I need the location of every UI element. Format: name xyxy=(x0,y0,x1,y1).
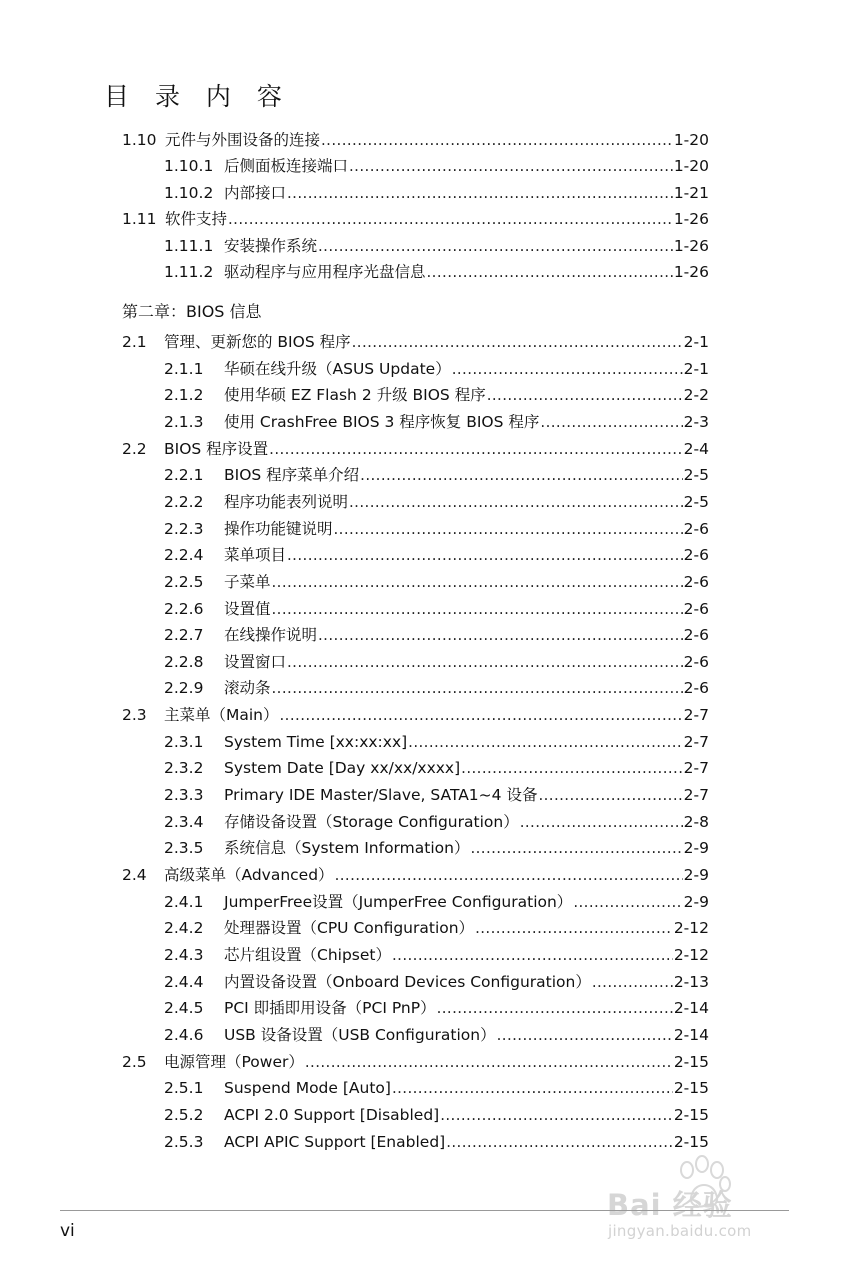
toc-entry-title: 设置值 xyxy=(224,599,271,618)
toc-entry-number: 2.3.5 xyxy=(164,839,204,858)
toc-leader-dots xyxy=(440,1104,673,1126)
toc-entry-title: 芯片组设置（Chipset） xyxy=(224,945,391,964)
toc-entry xyxy=(164,887,709,913)
toc-entry xyxy=(164,967,709,993)
toc-entry-number: 2.2.8 xyxy=(164,652,204,671)
toc-entry-number: 2.2.5 xyxy=(164,572,204,591)
toc-entry-page: 2-13 xyxy=(673,972,709,991)
toc-leader-dots xyxy=(592,971,673,993)
toc-entry-page: 2-6 xyxy=(683,652,709,671)
toc-entry-page: 1-26 xyxy=(673,210,709,229)
toc-entry-title: BIOS 程序设置 xyxy=(164,439,269,458)
toc-entry-title: 内置设备设置（Onboard Devices Configuration） xyxy=(224,972,591,991)
toc-entry-number: 2.2.6 xyxy=(164,599,204,618)
toc-entry xyxy=(164,567,709,593)
toc-leader-dots xyxy=(520,811,683,833)
toc-leader-dots xyxy=(287,544,683,566)
toc-entry-number: 2.4.2 xyxy=(164,919,204,938)
toc-entry-number: 2.3.3 xyxy=(164,786,204,805)
toc-entry-number: 1.11 xyxy=(122,210,157,229)
toc-entry-number: 1.10 xyxy=(122,131,157,149)
toc-entry-number: 2.2.7 xyxy=(164,626,204,645)
toc-entry-number: 2.4.1 xyxy=(164,892,204,911)
toc-entry-page: 1-20 xyxy=(673,131,709,149)
toc-entry xyxy=(164,1100,709,1126)
page-title: 目 录 内 容 xyxy=(104,82,291,111)
toc-entry-title: 设置窗口 xyxy=(224,652,287,671)
toc-leader-dots xyxy=(437,997,673,1019)
toc-entry-page: 2-7 xyxy=(683,759,709,778)
toc-entry-page: 1-20 xyxy=(673,157,709,176)
toc-leader-dots xyxy=(334,518,683,540)
toc-entry xyxy=(164,178,709,204)
toc-entry-title: 管理、更新您的 BIOS 程序 xyxy=(164,333,351,351)
toc-entry xyxy=(164,460,709,486)
toc-entry-number: 2.4.5 xyxy=(164,999,204,1018)
toc-entry-page: 2-5 xyxy=(683,492,709,511)
toc-entry-number: 2.5.2 xyxy=(164,1105,204,1124)
toc-entry-page: 2-12 xyxy=(673,919,709,938)
toc-entry-number: 2.1.2 xyxy=(164,386,204,405)
toc-entry-title: 驱动程序与应用程序光盘信息 xyxy=(224,263,426,281)
toc-entry-page: 2-7 xyxy=(683,732,709,751)
toc-entry-title: 使用 CrashFree BIOS 3 程序恢复 BIOS 程序 xyxy=(224,412,540,431)
watermark-brand: Bai 经验 xyxy=(607,1188,733,1222)
toc-leader-dots xyxy=(452,358,683,380)
toc-entry-page: 2-6 xyxy=(683,679,709,698)
toc-entry-title: 华硕在线升级（ASUS Update） xyxy=(224,359,451,378)
toc-entry-number: 2.2.2 xyxy=(164,492,204,511)
toc-leader-dots xyxy=(280,704,683,726)
toc-entry-title: 菜单项目 xyxy=(224,546,287,565)
toc-entry xyxy=(164,380,709,406)
toc-leader-dots xyxy=(349,155,673,177)
toc-entry-page: 2-1 xyxy=(683,333,709,351)
toc-entry-number: 2.2.9 xyxy=(164,679,204,698)
toc-entry-title: Suspend Mode [Auto] xyxy=(224,1079,391,1098)
toc-entry-page: 2-14 xyxy=(673,1025,709,1044)
toc-entry-page: 2-2 xyxy=(683,386,709,405)
toc-leader-dots xyxy=(392,944,673,966)
toc-leader-dots xyxy=(228,208,673,230)
toc-entry-page: 2-6 xyxy=(683,546,709,565)
toc-entry-number: 2.5 xyxy=(122,1052,147,1071)
toc-entry xyxy=(164,257,709,283)
toc-entry xyxy=(164,407,709,433)
toc-entry-title: 操作功能键说明 xyxy=(224,519,333,538)
toc-entry-page: 2-9 xyxy=(683,866,709,884)
toc-leader-dots xyxy=(349,491,683,513)
toc-leader-dots xyxy=(287,651,683,673)
toc-entry-title: ACPI 2.0 Support [Disabled] xyxy=(224,1105,440,1124)
toc-leader-dots xyxy=(487,384,683,406)
toc-entry-title: Primary IDE Master/Slave, SATA1~4 设备 xyxy=(224,786,538,805)
toc-entry xyxy=(164,1073,709,1099)
toc-leader-dots xyxy=(427,261,673,283)
toc-leader-dots xyxy=(318,235,673,257)
toc-entry xyxy=(164,780,709,806)
toc-entry xyxy=(122,1047,709,1073)
toc-entry-number: 2.5.3 xyxy=(164,1132,204,1151)
toc-entry-title: 内部接口 xyxy=(224,183,287,202)
toc-leader-dots xyxy=(335,864,683,886)
toc-entry xyxy=(164,727,709,753)
toc-entry xyxy=(122,327,709,353)
toc-entry xyxy=(122,434,709,460)
toc-entry-number: 1.11.2 xyxy=(164,263,214,281)
toc-leader-dots xyxy=(360,464,683,486)
toc-entry xyxy=(164,487,709,513)
toc-entry-number: 2.2.1 xyxy=(164,466,204,485)
toc-entry-title: 处理器设置（CPU Configuration） xyxy=(224,919,475,938)
toc-leader-dots xyxy=(573,891,682,913)
toc-entry-number: 2.2.4 xyxy=(164,546,204,565)
toc-entry-title: 使用华硕 EZ Flash 2 升级 BIOS 程序 xyxy=(224,386,486,405)
toc-leader-dots xyxy=(318,624,683,646)
toc-entry-number: 2.4.6 xyxy=(164,1025,204,1044)
toc-entry-page: 2-7 xyxy=(683,786,709,805)
toc-entry xyxy=(164,1020,709,1046)
toc-entry-number: 1.10.1 xyxy=(164,157,214,176)
toc-leader-dots xyxy=(470,837,682,859)
toc-entry xyxy=(164,620,709,646)
toc-leader-dots xyxy=(461,757,683,779)
toc-entry-page: 2-9 xyxy=(683,892,709,911)
toc-entry-page: 2-15 xyxy=(673,1079,709,1098)
toc-entry-number: 2.3.4 xyxy=(164,812,204,831)
toc-entry xyxy=(164,354,709,380)
toc-entry xyxy=(122,125,709,151)
toc-entry-title: 高级菜单（Advanced） xyxy=(164,866,334,884)
toc-entry-number: 2.5.1 xyxy=(164,1079,204,1098)
toc-entry xyxy=(164,647,709,673)
toc-leader-dots xyxy=(497,1024,673,1046)
toc-entry-title: 后侧面板连接端口 xyxy=(224,157,349,176)
toc-entry-number: 1.10.2 xyxy=(164,183,214,202)
toc-entry-number: 2.4.4 xyxy=(164,972,204,991)
toc-entry-title: 程序功能表列说明 xyxy=(224,492,349,511)
toc-entry-page: 2-6 xyxy=(683,572,709,591)
toc-entry xyxy=(122,860,709,886)
toc-leader-dots xyxy=(287,182,673,204)
toc-entry-title: JumperFree设置（JumperFree Configuration） xyxy=(224,892,573,911)
toc-entry-title: BIOS 程序菜单介绍 xyxy=(224,466,360,485)
footer-divider xyxy=(60,1210,789,1211)
toc-entry-page: 1-21 xyxy=(673,183,709,202)
toc-leader-dots xyxy=(272,571,683,593)
toc-entry xyxy=(164,993,709,1019)
toc-entry-title: 电源管理（Power） xyxy=(164,1052,304,1071)
toc-entry-title: PCI 即插即用设备（PCI PnP） xyxy=(224,999,436,1018)
toc-entry-number: 2.2 xyxy=(122,439,147,458)
toc-entry-number: 2.4 xyxy=(122,866,147,884)
toc-entry-title: 子菜单 xyxy=(224,572,271,591)
toc-entry-page: 2-7 xyxy=(683,706,709,725)
watermark-url: jingyan.baidu.com xyxy=(608,1222,752,1240)
toc-entry-page: 2-14 xyxy=(673,999,709,1018)
toc-entry-page: 2-8 xyxy=(683,812,709,831)
toc-entry-number: 1.11.1 xyxy=(164,236,214,255)
toc-entry xyxy=(164,151,709,177)
toc-leader-dots xyxy=(540,411,682,433)
toc-entry-page: 2-5 xyxy=(683,466,709,485)
toc-entry-number: 2.1.3 xyxy=(164,412,204,431)
toc-entry-title: System Date [Day xx/xx/xxxx] xyxy=(224,759,461,778)
toc-entry-number: 2.1 xyxy=(122,333,147,351)
toc-leader-dots xyxy=(305,1051,673,1073)
toc-entry-title: 滚动条 xyxy=(224,679,271,698)
toc-entry-page: 2-6 xyxy=(683,626,709,645)
toc-entry-page: 2-4 xyxy=(683,439,709,458)
toc-entry xyxy=(164,833,709,859)
toc-leader-dots xyxy=(538,784,682,806)
toc-entry xyxy=(122,204,709,230)
toc-entry-page: 2-6 xyxy=(683,519,709,538)
toc-entry xyxy=(164,673,709,699)
toc-leader-dots xyxy=(352,331,683,353)
toc-leader-dots xyxy=(269,438,683,460)
chapter-heading: 第二章：BIOS 信息 xyxy=(122,302,262,321)
toc-entry-page: 2-12 xyxy=(673,945,709,964)
toc-entry-title: 软件支持 xyxy=(165,210,228,229)
toc-entry xyxy=(122,700,709,726)
toc-entry-number: 2.2.3 xyxy=(164,519,204,538)
toc-entry-title: 主菜单（Main） xyxy=(164,706,279,725)
toc-entry-page: 1-26 xyxy=(673,263,709,281)
toc-leader-dots xyxy=(475,917,673,939)
toc-leader-dots xyxy=(392,1077,673,1099)
toc-entry-title: 存储设备设置（Storage Configuration） xyxy=(224,812,519,831)
toc-entry-page: 2-15 xyxy=(673,1105,709,1124)
toc-entry xyxy=(164,514,709,540)
toc-entry-page: 2-3 xyxy=(683,412,709,431)
toc-leader-dots xyxy=(321,129,673,151)
toc-entry-number: 2.4.3 xyxy=(164,945,204,964)
toc-entry-page: 2-15 xyxy=(673,1132,709,1151)
toc-entry-title: System Time [xx:xx:xx] xyxy=(224,732,408,751)
toc-entry xyxy=(164,940,709,966)
toc-leader-dots xyxy=(272,677,683,699)
toc-entry-number: 2.3.1 xyxy=(164,732,204,751)
toc-entry xyxy=(164,913,709,939)
toc-leader-dots xyxy=(272,598,683,620)
toc-entry xyxy=(164,807,709,833)
toc-entry xyxy=(164,540,709,566)
toc-entry xyxy=(164,231,709,257)
toc-leader-dots xyxy=(408,731,683,753)
toc-entry-title: 在线操作说明 xyxy=(224,626,318,645)
toc-entry-page: 2-1 xyxy=(683,359,709,378)
toc-entry-page: 2-6 xyxy=(683,599,709,618)
toc-entry-number: 2.3 xyxy=(122,706,147,725)
toc-entry-title: 系统信息（System Information） xyxy=(224,839,470,858)
toc-entry-title: USB 设备设置（USB Configuration） xyxy=(224,1025,496,1044)
toc-entry-title: 安装操作系统 xyxy=(224,236,318,255)
toc-entry-page: 1-26 xyxy=(673,236,709,255)
page-number: vi xyxy=(60,1221,75,1241)
toc-entry-title: ACPI APIC Support [Enabled] xyxy=(224,1132,446,1151)
toc-entry-number: 2.1.1 xyxy=(164,359,204,378)
toc-entry-page: 2-15 xyxy=(673,1052,709,1071)
toc-entry xyxy=(164,594,709,620)
toc-entry-number: 2.3.2 xyxy=(164,759,204,778)
toc-entry xyxy=(164,753,709,779)
toc-entry-title: 元件与外围设备的连接 xyxy=(165,131,321,149)
toc-entry-page: 2-9 xyxy=(683,839,709,858)
toc-entry xyxy=(164,1127,709,1153)
